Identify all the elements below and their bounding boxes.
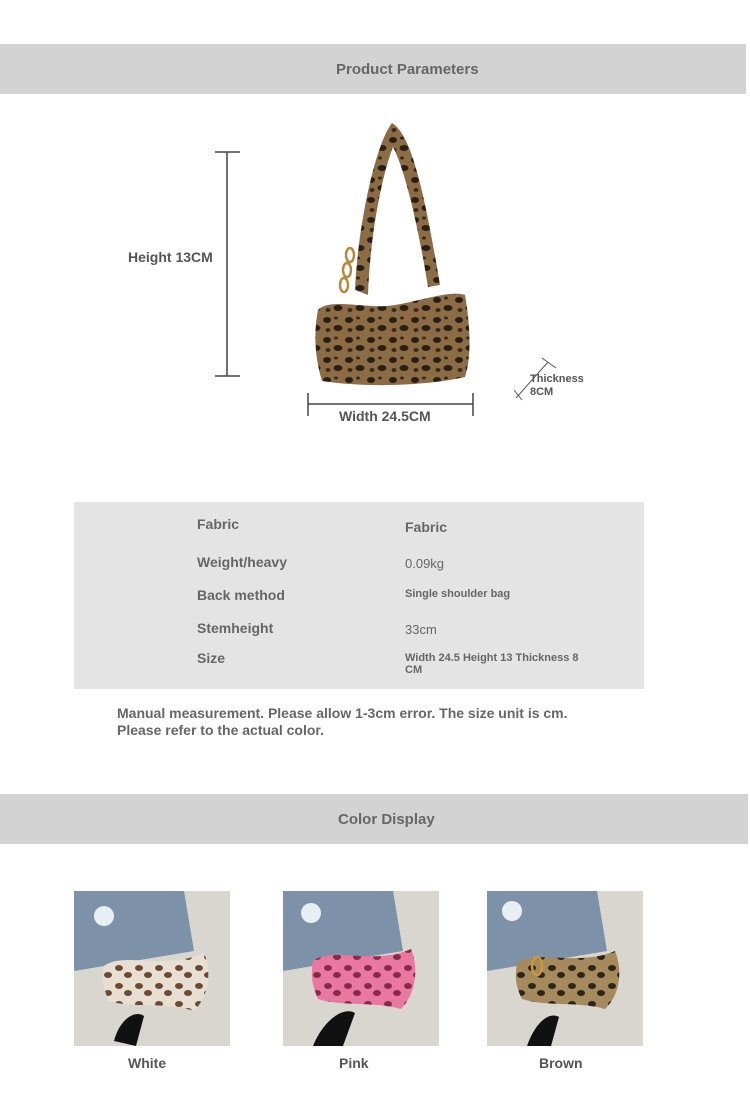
param-value: Single shoulder bag	[405, 588, 511, 600]
width-label: Width 24.5CM	[339, 408, 431, 424]
height-label: Height 13CM	[128, 249, 213, 265]
note-line2: Please refer to the actual color.	[117, 722, 324, 738]
param-key: Fabric	[197, 516, 240, 532]
param-value: 0.09kg	[405, 556, 445, 571]
param-key: Stemheight	[197, 620, 274, 636]
color-swatch-white[interactable]	[74, 891, 230, 1046]
measurement-note	[117, 705, 637, 739]
color-swatch-pink[interactable]	[283, 891, 439, 1046]
parameters-table	[74, 502, 644, 689]
product-image-leopard-bag	[300, 115, 480, 390]
color-swatch-brown[interactable]	[487, 891, 643, 1046]
param-value: Width 24.5 Height 13 Thickness 8 CM	[405, 652, 579, 676]
bag-photo-brown	[487, 891, 643, 1046]
thickness-label-line1: Thickness	[530, 373, 584, 385]
section-header-product-parameters	[0, 44, 746, 94]
section-title: Color Display	[338, 810, 435, 828]
bag-photo-pink	[283, 891, 439, 1046]
param-key: Weight/heavy	[197, 554, 287, 570]
height-dimension-line	[214, 148, 242, 380]
thickness-label-line2: 8CM	[530, 386, 554, 398]
note-line1: Manual measurement. Please allow 1-3cm error. The size unit is cm.	[117, 705, 568, 721]
param-key: Size	[197, 650, 226, 666]
color-label-white: White	[128, 1055, 167, 1071]
thickness-label	[530, 373, 584, 399]
color-label-pink: Pink	[339, 1055, 369, 1071]
param-value: Fabric	[405, 519, 448, 535]
section-header-color-display	[0, 794, 748, 844]
param-key: Back method	[197, 587, 285, 603]
section-title: Product Parameters	[336, 60, 479, 78]
color-label-brown: Brown	[539, 1055, 583, 1071]
param-value: 33cm	[405, 622, 437, 637]
bag-photo-white	[74, 891, 230, 1046]
